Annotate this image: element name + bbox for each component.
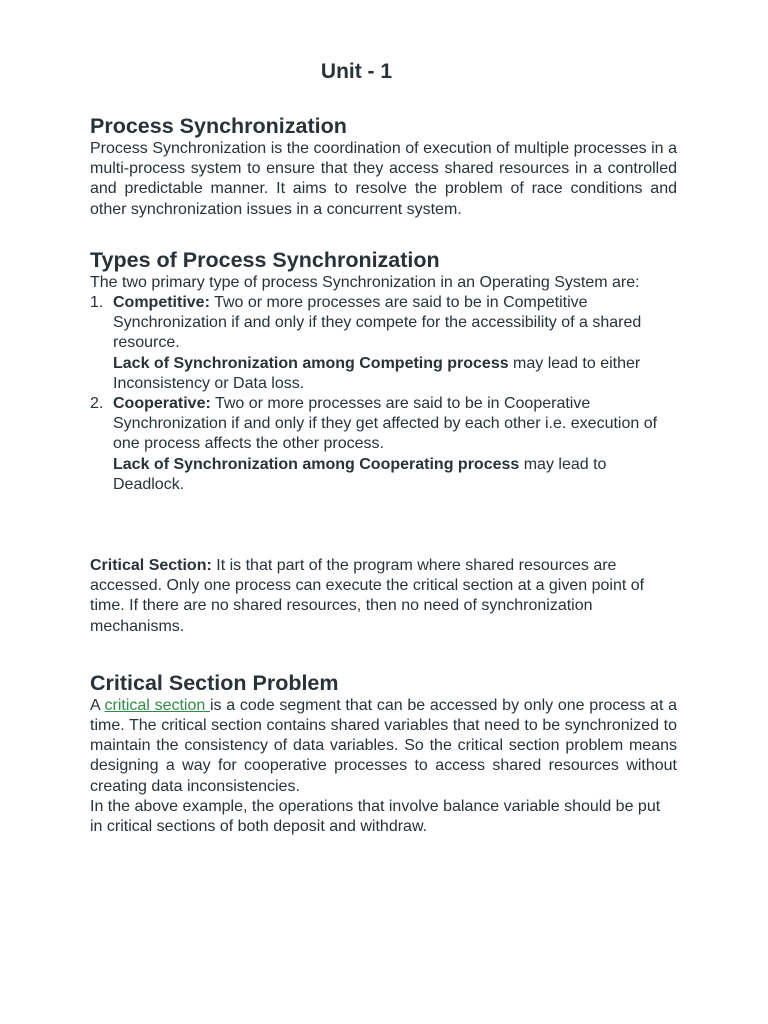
list-number: 1. <box>90 294 104 312</box>
cooperative-description <box>113 395 657 452</box>
document-title: Unit - 1 <box>320 60 393 83</box>
competitive-description <box>113 294 641 351</box>
critical-section-text: It is that part of the program where shared resources are accessed. Only one process can execute the critical section at a given point of time. If there are no shared resources, then no need of synchronization mechanisms. <box>90 557 645 635</box>
critical-section-link[interactable]: critical section <box>104 696 210 714</box>
list-item-cooperative <box>90 394 677 495</box>
competitive-note-bold: Lack of Synchronization among Competing process <box>113 354 509 372</box>
competitive-note <box>113 355 640 392</box>
heading-process-synchronization: Process Synchronization <box>90 114 347 138</box>
paragraph-types-intro: The two primary type of process Synchronization in an Operating System are: <box>90 273 640 291</box>
list-item-competitive <box>90 293 677 394</box>
cooperative-note-bold: Lack of Synchronization among Cooperating process <box>113 455 520 473</box>
competitive-note-text: may lead to either Inconsistency or Data loss. <box>113 354 641 392</box>
competitive-text: Two or more processes are said to be in Competitive Synchronization if and only if they compete for the accessibility of a shared resource. <box>113 294 642 352</box>
paragraph-critical-section <box>90 556 677 637</box>
cooperative-note <box>113 456 606 493</box>
term-competitive: Competitive: <box>113 294 210 312</box>
paragraph-critical-section-problem <box>90 696 677 797</box>
term-cooperative: Cooperative: <box>113 395 211 413</box>
document-page <box>90 58 677 837</box>
list-number: 2. <box>90 395 104 413</box>
cooperative-note-text: may lead to Deadlock. <box>113 455 607 493</box>
types-list <box>90 293 677 495</box>
heading-critical-section-problem: Critical Section Problem <box>90 670 339 695</box>
paragraph-example-note: In the above example, the operations that involve balance variable should be put in critical sections of both deposit and withdraw. <box>90 797 661 836</box>
para-rest: is a code segment that can be accessed by only one process at a time. The critical section contains shared variables that need to be synchronized to maintain the consistency of data variables. So the critical section problem means designing a way for cooperative processes to access shared resources without creating data inconsistencies. <box>90 696 678 795</box>
paragraph-process-synchronization: Process Synchronization is the coordination of execution of multiple processes in a multi-process system to ensure that they access shared resources in a controlled and predictable manner. It aims to resolve the problem of race conditions and other synchronization issues in a concurrent system. <box>90 140 677 218</box>
cooperative-text: Two or more processes are said to be in Cooperative Synchronization if and only if they get affected by each other i.e. execution of one process affects the other process. <box>113 395 658 453</box>
para-prefix: A <box>90 696 105 714</box>
term-critical-section: Critical Section: <box>90 557 212 575</box>
heading-types-of-synchronization: Types of Process Synchronization <box>90 247 440 272</box>
